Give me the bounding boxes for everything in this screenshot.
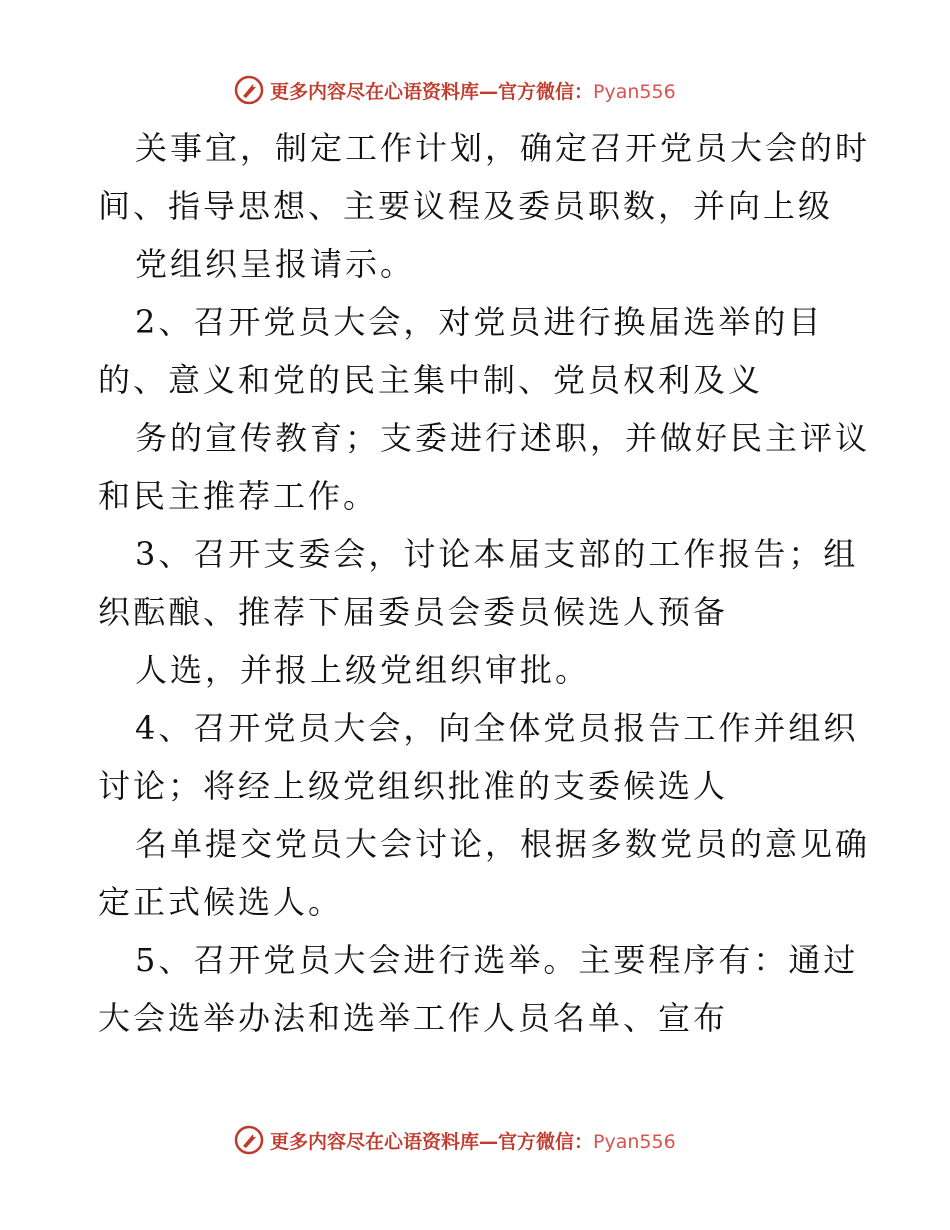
text-line: 4、召开党员大会，向全体党员报告工作并组织 bbox=[135, 709, 859, 747]
watermark-slogan: 更多内容尽在心语资料库—官方微信： bbox=[270, 80, 594, 103]
text-line: 织酝酿、推荐下届委员会委员候选人预备 bbox=[98, 593, 729, 631]
text-line: 大会选举办法和选举工作人员名单、宣布 bbox=[98, 999, 729, 1037]
pen-nib-circle-icon bbox=[234, 1125, 264, 1155]
text-line: 名单提交党员大会讨论，根据多数党员的意见确 bbox=[135, 825, 871, 863]
text-line: 定正式候选人。 bbox=[98, 883, 344, 921]
text-line: 人选，并报上级党组织审批。 bbox=[135, 651, 591, 689]
text-line: 间、指导思想、主要议程及委员职数，并向上级 bbox=[98, 187, 834, 225]
watermark-footer bbox=[234, 1123, 676, 1157]
watermark-wechat-id: Pyan556 bbox=[593, 80, 676, 103]
text-line: 关事宜，制定工作计划，确定召开党员大会的时 bbox=[135, 129, 871, 167]
watermark-slogan: 更多内容尽在心语资料库—官方微信： bbox=[270, 1130, 594, 1153]
text-line: 和民主推荐工作。 bbox=[98, 477, 379, 515]
watermark-text bbox=[270, 1127, 676, 1154]
pen-nib-circle-icon bbox=[234, 75, 264, 105]
watermark-text bbox=[270, 77, 676, 104]
watermark-wechat-id: Pyan556 bbox=[593, 1130, 676, 1153]
text-line: 3、召开支委会，讨论本届支部的工作报告；组 bbox=[135, 535, 859, 573]
text-line: 的、意义和党的民主集中制、党员权利及义 bbox=[98, 361, 764, 399]
text-line: 讨论；将经上级党组织批准的支委候选人 bbox=[98, 767, 729, 805]
text-line: 2、召开党员大会，对党员进行换届选举的目 bbox=[135, 303, 824, 341]
watermark-header bbox=[234, 73, 676, 107]
text-line: 5、召开党员大会进行选举。主要程序有：通过 bbox=[135, 941, 859, 979]
text-line: 务的宣传教育；支委进行述职，并做好民主评议 bbox=[135, 419, 871, 457]
text-line: 党组织呈报请示。 bbox=[135, 245, 416, 283]
